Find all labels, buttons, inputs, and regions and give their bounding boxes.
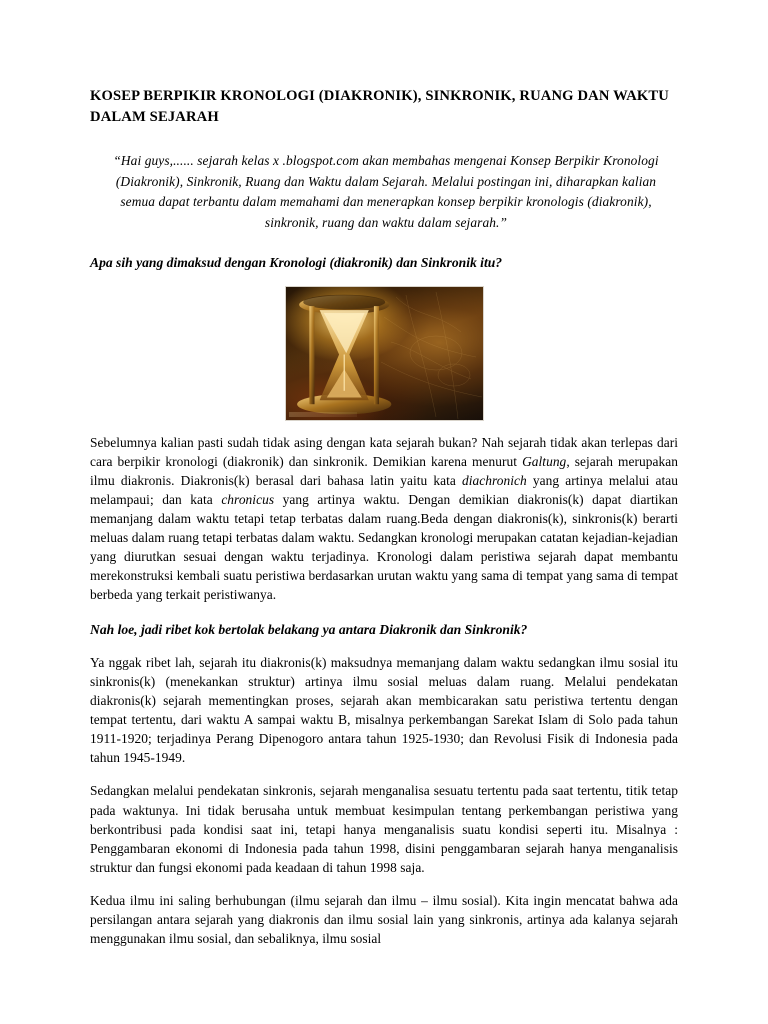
intro-quote: “Hai guys,...... sejarah kelas x .blogspot.com akan membahas mengenai Konsep Berpikir Kronologi (Diakronik), Sinkronik, Ruang dan Waktu dalam Sejarah. Melalui postingan ini, diharapkan kalian semua dapat terbantu dalam memahami dan menerapkan konsep berpikir kronologis (diakronik), sinkronik, ruang dan waktu dalam sejarah.” bbox=[113, 153, 659, 230]
paragraph-1-part-1: Sebelumnya kalian pasti sudah tidak asing dengan kata sejarah bukan? Nah sejarah tidak akan terlepas dari cara berpikir kronologi (diakronik) dan sinkronik. Demikian karena menurut bbox=[90, 434, 678, 469]
paragraph-2: Ya nggak ribet lah, sejarah itu diakronis(k) maksudnya memanjang dalam waktu sedangkan ilmu sosial itu sinkronis(k) (menekankan struktur) artinya ilmu sosial meluas dalam ruang. Melalui pendekatan diakronis(k) sejarah mementingkan proses, sejarah akan membicarakan satu peristiwa tertentu dengan tempat tertentu, dari waktu A sampai waktu B, misalnya perkembangan Sarekat Islam di Solo pada tahun 1911-1920; terjadinya Perang Dipenogoro antara tahun 1925-1930; dan Revolusi Fisik di Indonesia pada tahun 1945-1949. bbox=[90, 655, 678, 766]
paragraph-4: Kedua ilmu ini saling berhubungan (ilmu sejarah dan ilmu – ilmu sosial). Kita ingin mencatat bahwa ada persilangan antara sejarah yang diakronis dan ilmu sosial lain yang sinkronis, artinya ada kalanya sejarah menggunakan ilmu sosial, dan sebaliknya, ilmu sosial bbox=[90, 892, 678, 946]
image-watermark bbox=[289, 412, 357, 417]
paragraph-3: Sedangkan melalui pendekatan sinkronis, sejarah menganalisa sesuatu tertentu pada saat tertentu, titik tetap pada waktunya. Ini tidak berusaha untuk membuat kesimpulan tentang perkembangan peristiwa yang berkontribusi pada kondisi saat ini, tetapi hanya menganalisis suatu kondisi seperti itu. Misalnya : Penggambaran ekonomi di Indonesia pada tahun 1998, disini penggambaran sejarah hanya menganalisis struktur dan fungsi ekonomi pada keadaan di tahun 1998 saja. bbox=[90, 783, 678, 875]
hourglass-shape bbox=[293, 290, 395, 418]
term-diachronich: diachronich bbox=[462, 473, 527, 489]
paragraph-1-part-2: , sejarah merupakan ilmu diakronis. Diakronis(k) berasal dari bahasa latin yaitu kata bbox=[90, 454, 678, 489]
figure-container bbox=[90, 286, 678, 421]
section-heading-2: Nah loe, jadi ribet kok bertolak belakang ya antara Diakronik dan Sinkronik? bbox=[90, 622, 528, 638]
page-title: KOSEP BERPIKIR KRONOLOGI (DIAKRONIK), SINKRONIK, RUANG DAN WAKTU DALAM SEJARAH bbox=[90, 88, 669, 125]
term-galtung: Galtung bbox=[522, 454, 567, 469]
hourglass-image bbox=[285, 286, 484, 421]
paragraph-1-part-3: yang artinya melalui atau melampaui; dan kata bbox=[90, 473, 678, 508]
term-chronicus: chronicus bbox=[221, 492, 275, 508]
section-heading-1: Apa sih yang dimaksud dengan Kronologi (diakronik) dan Sinkronik itu? bbox=[90, 254, 503, 270]
paragraph-1 bbox=[90, 433, 678, 604]
paragraph-1-part-4: yang artinya waktu. Dengan demikian diakronis(k) dapat diartikan memanjang dalam waktu tetapi tetap terbatas dalam ruang.Beda dengan diakronis(k), sinkronis(k) berarti meluas dalam ruang tetapi terbatas dalam waktu. Sedangkan kronologi merupakan catatan kejadian-kejadian yang diurutkan sesuai dengan waktu terjadinya. Kronologi dalam peristiwa sejarah dapat membantu merekonstruksi kembali suatu peristiwa berdasarkan urutan waktu yang sama di tempat yang sama di tempat berbeda yang terkait peristiwanya. bbox=[90, 492, 678, 603]
